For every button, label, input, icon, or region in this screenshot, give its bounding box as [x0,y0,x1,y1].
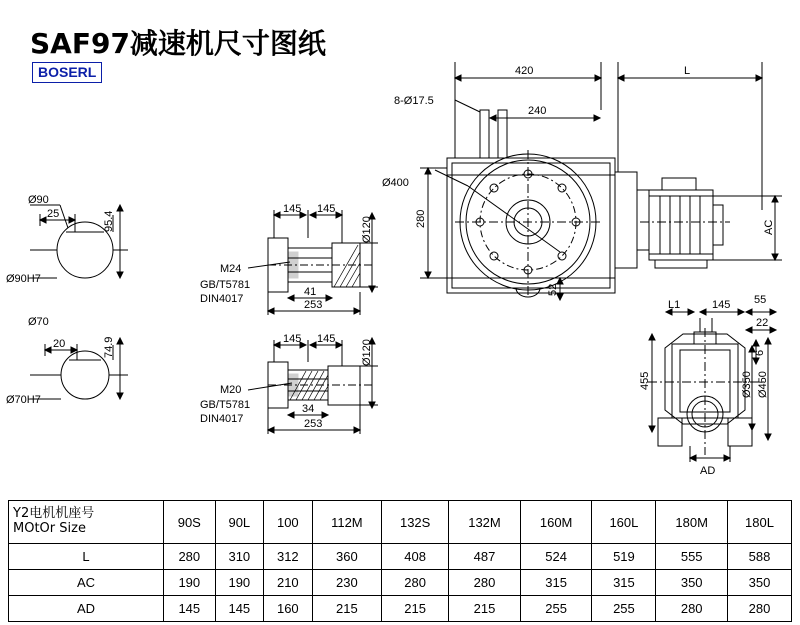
cell-l-4: 408 [382,544,449,570]
cell-ac-8: 350 [656,570,728,596]
cell-l-1: 310 [215,544,264,570]
dim-240: 240 [528,105,547,117]
dim-m24: M24 [220,263,242,275]
cell-ad-0: 145 [164,596,216,622]
cell-ac-2: 210 [264,570,313,596]
dim-95-4: 95.4 [103,210,115,232]
table-col-112m: 112M [312,501,382,544]
cell-l-0: 280 [164,544,216,570]
cell-ad-6: 255 [520,596,592,622]
cell-ad-4: 215 [382,596,449,622]
dim-m20: M20 [220,384,242,396]
cell-ac-7: 315 [592,570,656,596]
dim-d450: Ø450 [757,371,769,398]
dim-41: 41 [304,286,317,298]
dim-253-b: 253 [304,418,323,430]
dim-d400: Ø400 [382,177,409,189]
cell-ac-3: 230 [312,570,382,596]
dim-145-c: 145 [283,333,302,345]
cell-ac-4: 280 [382,570,449,596]
dim-AD: AD [700,465,716,477]
cell-l-6: 524 [520,544,592,570]
main-front-view [420,62,782,300]
dim-L: L [684,65,691,77]
table-col-160m: 160M [520,501,592,544]
dim-52: 52 [547,283,559,296]
table-col-180l: 180L [728,501,792,544]
table-col-132s: 132S [382,501,449,544]
cell-ad-2: 160 [264,596,313,622]
cell-ac-0: 190 [164,570,216,596]
row-label-l: L [9,544,164,570]
dim-34: 34 [302,403,315,415]
table-col-160l: 160L [592,501,656,544]
dim-55: 55 [754,294,767,306]
dim-gb-1: GB/T5781 [200,279,251,291]
table-col-132m: 132M [449,501,521,544]
brand-badge: BOSERL [32,62,102,83]
cell-ad-5: 215 [449,596,521,622]
cell-l-2: 312 [264,544,313,570]
dim-din-1: DIN4017 [200,293,244,305]
dim-145-a: 145 [283,203,302,215]
cell-ad-8: 280 [656,596,728,622]
dim-L1: L1 [668,299,681,311]
table-header-row [9,501,792,544]
cell-l-5: 487 [449,544,521,570]
table-col-100: 100 [264,501,313,544]
cell-l-3: 360 [312,544,382,570]
dim-145-d: 145 [317,333,336,345]
dim-d120-a: Ø120 [361,216,373,243]
dim-74-9: 74.9 [103,336,115,358]
table-col-90s: 90S [164,501,216,544]
cell-ac-6: 315 [520,570,592,596]
row-label-ad: AD [9,596,164,622]
cell-ac-1: 190 [215,570,264,596]
cell-ad-3: 215 [312,596,382,622]
dim-6: 6 [754,349,766,356]
dim-8-holes: 8-Ø17.5 [394,95,434,107]
table-row [9,544,792,570]
dim-420: 420 [515,65,534,77]
dim-280: 280 [415,209,427,228]
row-label-ac: AC [9,570,164,596]
table-header-label-en: MOtOr Size [13,521,86,536]
dim-din-2: DIN4017 [200,413,244,425]
dim-25: 25 [47,208,60,220]
dim-gb-2: GB/T5781 [200,399,251,411]
cell-ad-9: 280 [728,596,792,622]
dim-d70h7: Ø70H7 [6,394,41,406]
dim-20: 20 [53,338,66,350]
page-title: SAF97减速机尺寸图纸 [30,27,326,60]
dim-253-a: 253 [304,299,323,311]
cell-ac-9: 350 [728,570,792,596]
table-header-label-cn: Y2电机机座号 [13,506,95,522]
cell-ad-1: 145 [215,596,264,622]
dim-d350: Ø350 [741,371,753,398]
dim-145-b: 145 [317,203,336,215]
dim-d120-b: Ø120 [361,339,373,366]
table-col-180m: 180M [656,501,728,544]
table-row [9,570,792,596]
cell-l-7: 519 [592,544,656,570]
table-row [9,596,792,622]
dim-d90h7: Ø90H7 [6,273,41,285]
table-col-90l: 90L [215,501,264,544]
dim-AC: AC [763,219,775,235]
cell-l-8: 555 [656,544,728,570]
dim-22: 22 [756,317,769,329]
dim-d70: Ø70 [28,316,49,328]
cell-ad-7: 255 [592,596,656,622]
dim-455: 455 [639,371,651,390]
cell-l-9: 588 [728,544,792,570]
dim-d90: Ø90 [28,194,49,206]
dim-145-e: 145 [712,299,731,311]
table-header-label [9,501,164,544]
motor-size-table [8,500,792,622]
cell-ac-5: 280 [449,570,521,596]
